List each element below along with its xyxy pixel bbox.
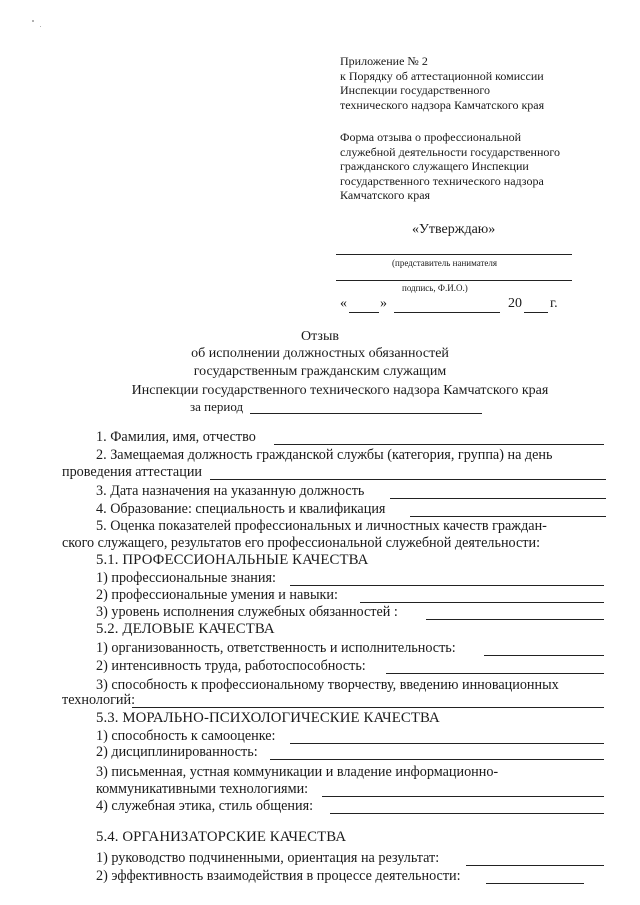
item-5-label-cont: ского служащего, результатов его профессиональной служебной деятельности: xyxy=(62,535,541,551)
doc-title: Отзыв xyxy=(301,329,339,344)
position-line[interactable] xyxy=(210,479,606,480)
s51-row-2: 2) профессиональные умения и навыки: xyxy=(96,587,338,603)
section-5-4-title: 5.4. ОРГАНИЗАТОРСКИЕ КАЧЕСТВА xyxy=(96,829,347,845)
s52-line-3[interactable] xyxy=(132,707,604,708)
s51-line-3[interactable] xyxy=(426,619,604,620)
full-name-line[interactable] xyxy=(274,444,604,445)
s52-row-1: 1) организованность, ответственность и исполнительность: xyxy=(96,640,456,656)
s52-row-3-cont: технологий: xyxy=(62,692,136,708)
period-line[interactable] xyxy=(250,413,482,414)
doc-subtitle-3: Инспекции государственного технического надзора Камчатского края xyxy=(131,383,549,398)
s53-line-3[interactable] xyxy=(322,796,604,797)
s52-line-2[interactable] xyxy=(386,673,604,674)
form-title-line: Камчатского края xyxy=(340,188,431,202)
s51-line-2[interactable] xyxy=(360,602,604,603)
s53-line-4[interactable] xyxy=(330,813,604,814)
section-5-1-title: 5.1. ПРОФЕССИОНАЛЬНЫЕ КАЧЕСТВА xyxy=(96,552,369,568)
year-suffix: г. xyxy=(550,296,558,311)
s51-row-1: 1) профессиональные знания: xyxy=(96,570,276,586)
approval-label: «Утверждаю» xyxy=(412,222,496,237)
section-5-2-title: 5.2. ДЕЛОВЫЕ КАЧЕСТВА xyxy=(96,621,275,637)
s52-row-2: 2) интенсивность труда, работоспособность: xyxy=(96,658,366,674)
employer-caption: (представитель нанимателя xyxy=(392,258,498,268)
item-5-label: 5. Оценка показателей профессиональных и личностных качеств граждан- xyxy=(96,518,547,534)
s51-row-3: 3) уровень исполнения служебных обязанностей : xyxy=(96,604,398,620)
form-title-line: служебной деятельности государственного xyxy=(340,144,560,159)
section-5-3-title: 5.3. МОРАЛЬНО-ПСИХОЛОГИЧЕСКИЕ КАЧЕСТВА xyxy=(96,710,440,726)
doc-subtitle-1: об исполнении должностных обязанностей xyxy=(191,346,449,361)
form-title-line: Форма отзыва о профессиональной xyxy=(340,130,522,144)
appendix-line: Инспекции государственного xyxy=(340,83,490,97)
date-month-line[interactable] xyxy=(394,312,500,313)
s53-row-4: 4) служебная этика, стиль общения: xyxy=(96,798,314,814)
item-1-label: 1. Фамилия, имя, отчество xyxy=(96,429,256,445)
employer-signature-line[interactable] xyxy=(336,254,572,255)
item-2-label: 2. Замещаемая должность гражданской службы (категория, группа) на день xyxy=(96,447,553,463)
s53-row-1: 1) способность к самооценке: xyxy=(96,728,276,744)
signature-caption: подпись, Ф.И.О.) xyxy=(402,283,468,293)
s52-row-3: 3) способность к профессиональному творчеству, введению инновационных xyxy=(96,677,559,693)
item-4-label: 4. Образование: специальность и квалификация xyxy=(96,501,386,517)
doc-subtitle-2: государственным гражданским служащим xyxy=(193,364,447,379)
appendix-line: технического надзора Камчатского края xyxy=(340,97,545,112)
signature-line[interactable] xyxy=(336,280,572,281)
date-close-quote: » xyxy=(380,296,387,311)
s53-row-2: 2) дисциплинированность: xyxy=(96,744,258,760)
s53-row-3: 3) письменная, устная коммуникации и владение информационно- xyxy=(96,764,499,780)
scan-speck xyxy=(32,20,34,22)
s52-line-1[interactable] xyxy=(484,655,604,656)
s53-line-2[interactable] xyxy=(270,759,604,760)
date-day-line[interactable] xyxy=(349,312,379,313)
s53-line-1[interactable] xyxy=(290,743,604,744)
form-title-line: гражданского служащего Инспекции xyxy=(340,159,529,173)
item-3-label: 3. Дата назначения на указанную должность xyxy=(96,483,365,499)
date-year-line[interactable] xyxy=(524,312,548,313)
s54-line-1[interactable] xyxy=(466,865,604,866)
s51-line-1[interactable] xyxy=(290,585,604,586)
date-open-quote: « xyxy=(340,296,347,311)
form-title-note xyxy=(340,130,560,203)
item-2-label-cont: проведения аттестации xyxy=(62,464,203,480)
s54-row-2: 2) эффективность взаимодействия в процессе деятельности: xyxy=(96,868,461,884)
period-label: за период xyxy=(190,399,244,414)
scan-speck xyxy=(40,26,41,27)
form-title-line: государственного технического надзора xyxy=(340,173,544,188)
appendix-line: к Порядку об аттестационной комиссии xyxy=(340,68,544,83)
s53-row-3-cont: коммуникативными технологиями: xyxy=(96,781,309,797)
appendix-line: Приложение № 2 xyxy=(340,54,428,68)
appendix-note xyxy=(340,54,544,112)
s54-row-1: 1) руководство подчиненными, ориентация на результат: xyxy=(96,850,440,866)
education-line[interactable] xyxy=(410,516,606,517)
year-prefix: 20 xyxy=(508,296,522,311)
appointment-date-line[interactable] xyxy=(390,498,606,499)
s54-line-2[interactable] xyxy=(486,883,584,884)
